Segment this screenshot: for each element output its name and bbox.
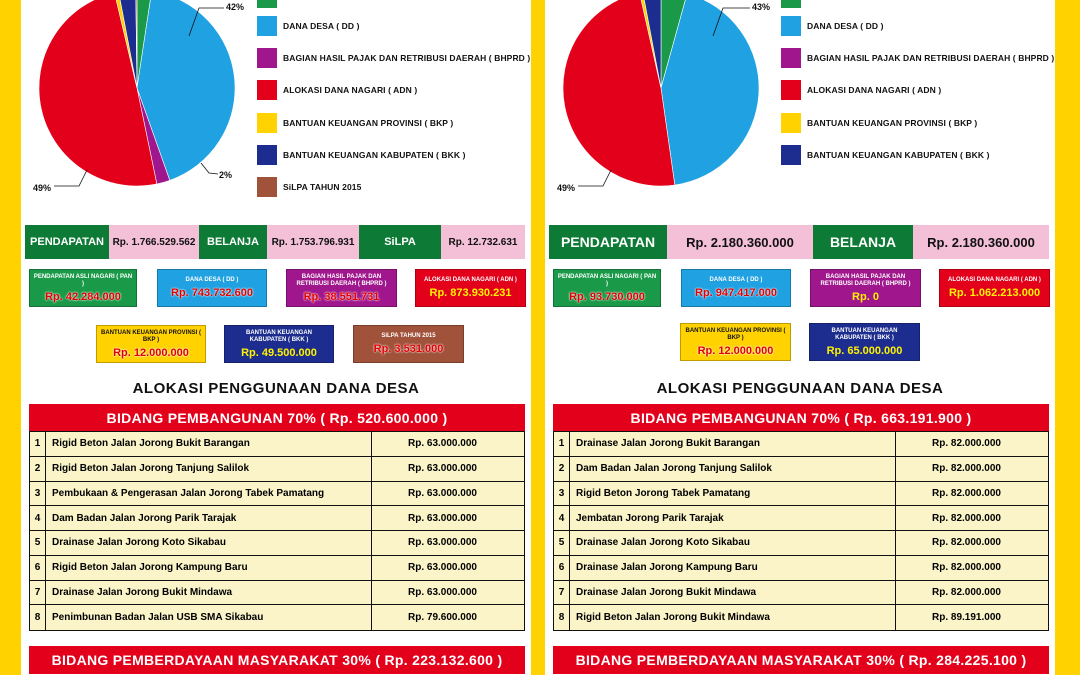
table-row: 2 Dam Badan Jalan Jorong Tanjung Salilok Rp. 82.000.000 — [554, 457, 1048, 482]
box-pan: PENDAPATAN ASLI NAGARI ( PAN ) Rp. 42.284.000 — [29, 269, 137, 307]
box-pan: PENDAPATAN ASLI NAGARI ( PAN ) Rp. 93.730.000 — [553, 269, 661, 307]
pemberdayaan-header: BIDANG PEMBERDAYAAN MASYARAKAT 30% ( Rp. 284.225.100 ) — [553, 646, 1049, 674]
table-row: 5 Drainase Jalan Jorong Koto Sikabau Rp. 82.000.000 — [554, 531, 1048, 556]
legend-swatch — [257, 80, 277, 100]
pembangunan-header: BIDANG PEMBANGUNAN 70% ( Rp. 663.191.900 ) — [553, 404, 1049, 432]
legend-swatch — [781, 145, 801, 165]
pendapatan-label: PENDAPATAN — [25, 225, 109, 259]
pct-label-adn: 49% — [33, 183, 52, 193]
legend-item-bkk: BANTUAN KEUANGAN KABUPATEN ( BKK ) — [781, 145, 990, 165]
table-row: 3 Pembukaan & Pengerasan Jalan Jorong Tabek Pamatang Rp. 63.000.000 — [30, 482, 524, 507]
legend-item-bkp: BANTUAN KEUANGAN PROVINSI ( BKP ) — [257, 113, 453, 133]
box-adn: ALOKASI DANA NAGARI ( ADN ) Rp. 873.930.231 — [415, 269, 526, 307]
table-row: 2 Rigid Beton Jalan Jorong Tanjung Salilok Rp. 63.000.000 — [30, 457, 524, 482]
section-title: ALOKASI PENGGUNAAN DANA DESA — [132, 380, 420, 397]
legend-swatch — [781, 80, 801, 100]
right-panel — [545, 0, 1055, 675]
pembangunan-table — [553, 431, 1049, 631]
pie-chart — [37, 0, 237, 188]
silpa-value: Rp. 12.732.631 — [441, 225, 525, 259]
legend-swatch — [781, 113, 801, 133]
legend-item-bhprd: BAGIAN HASIL PAJAK DAN RETRIBUSI DAERAH ( BHPRD ) — [781, 48, 1054, 68]
box-bhprd: BAGIAN HASIL PAJAK DAN RETRIBUSI DAERAH ( BHPRD ) Rp. 0 — [810, 269, 921, 307]
legend-item-dd: DANA DESA ( DD ) — [781, 16, 884, 36]
box-dd: DANA DESA ( DD ) Rp. 743.732.600 — [157, 269, 267, 307]
legend-swatch — [257, 113, 277, 133]
pembangunan-header: BIDANG PEMBANGUNAN 70% ( Rp. 520.600.000 ) — [29, 404, 525, 432]
table-row: 7 Drainase Jalan Jorong Bukit Mindawa Rp. 63.000.000 — [30, 581, 524, 606]
pendapatan-label: PENDAPATAN — [549, 225, 667, 259]
box-bkk: BANTUAN KEUANGAN KABUPATEN ( BKK ) Rp. 49.500.000 — [224, 325, 334, 363]
table-row: 3 Rigid Beton Jorong Tabek Pamatang Rp. 82.000.000 — [554, 482, 1048, 507]
legend-item-bkk: BANTUAN KEUANGAN KABUPATEN ( BKK ) — [257, 145, 466, 165]
table-row: 8 Penimbunan Badan Jalan USB SMA Sikabau Rp. 79.600.000 — [30, 605, 524, 630]
legend-item-bhprd: BAGIAN HASIL PAJAK DAN RETRIBUSI DAERAH ( BHPRD ) — [257, 48, 530, 68]
section-title: ALOKASI PENGGUNAAN DANA DESA — [656, 380, 944, 397]
legend-item-pan — [781, 0, 807, 8]
table-row: 6 Rigid Beton Jalan Jorong Kampung Baru Rp. 63.000.000 — [30, 556, 524, 581]
legend-item-silpa: SiLPA TAHUN 2015 — [257, 177, 361, 197]
box-bkk: BANTUAN KEUANGAN KABUPATEN ( BKK ) Rp. 65.000.000 — [809, 323, 920, 361]
legend-swatch — [257, 16, 277, 36]
pct-label-dd: 43% — [752, 2, 771, 12]
pembangunan-table — [29, 431, 525, 631]
table-row: 1 Rigid Beton Jalan Jorong Bukit Barangan Rp. 63.000.000 — [30, 432, 524, 457]
table-row: 6 Drainase Jalan Jorong Kampung Baru Rp. 82.000.000 — [554, 556, 1048, 581]
legend-swatch — [257, 0, 277, 8]
legend-swatch — [257, 48, 277, 68]
pie-chart — [561, 0, 761, 188]
box-silpa: SiLPA TAHUN 2015 Rp. 3.531.000 — [353, 325, 464, 363]
table-row: 4 Dam Badan Jalan Jorong Parik Tarajak Rp. 63.000.000 — [30, 506, 524, 531]
legend-swatch — [781, 0, 801, 8]
belanja-label: BELANJA — [199, 225, 267, 259]
left-panel — [21, 0, 531, 675]
silpa-label: SiLPA — [359, 225, 441, 259]
belanja-value: Rp. 2.180.360.000 — [913, 225, 1049, 259]
pct-label-adn: 49% — [557, 183, 576, 193]
summary-bar — [25, 225, 525, 259]
pemberdayaan-header: BIDANG PEMBERDAYAAN MASYARAKAT 30% ( Rp. 223.132.600 ) — [29, 646, 525, 674]
box-dd: DANA DESA ( DD ) Rp. 947.417.000 — [681, 269, 791, 307]
belanja-label: BELANJA — [813, 225, 913, 259]
legend-swatch — [781, 16, 801, 36]
box-bkp: BANTUAN KEUANGAN PROVINSI ( BKP ) Rp. 12.000.000 — [96, 325, 206, 363]
table-row: 4 Jembatan Jorong Parik Tarajak Rp. 82.000.000 — [554, 506, 1048, 531]
legend-item-dd: DANA DESA ( DD ) — [257, 16, 360, 36]
box-bhprd: BAGIAN HASIL PAJAK DAN RETRIBUSI DAERAH ( BHPRD ) Rp. 38.551.731 — [286, 269, 397, 307]
legend-item-bkp: BANTUAN KEUANGAN PROVINSI ( BKP ) — [781, 113, 977, 133]
legend-item-adn: ALOKASI DANA NAGARI ( ADN ) — [257, 80, 417, 100]
legend-item-pan — [257, 0, 283, 8]
table-row: 1 Drainase Jalan Jorong Bukit Barangan Rp. 82.000.000 — [554, 432, 1048, 457]
legend-swatch — [257, 145, 277, 165]
legend-item-adn: ALOKASI DANA NAGARI ( ADN ) — [781, 80, 941, 100]
pct-label-bhprd: 2% — [219, 170, 233, 180]
legend-swatch — [781, 48, 801, 68]
legend-swatch — [257, 177, 277, 197]
box-adn: ALOKASI DANA NAGARI ( ADN ) Rp. 1.062.213.000 — [939, 269, 1050, 307]
pct-label-dd: 42% — [226, 2, 245, 12]
belanja-value: Rp. 1.753.796.931 — [267, 225, 359, 259]
table-row: 5 Drainase Jalan Jorong Koto Sikabau Rp. 63.000.000 — [30, 531, 524, 556]
box-bkp: BANTUAN KEUANGAN PROVINSI ( BKP ) Rp. 12.000.000 — [680, 323, 791, 361]
table-row: 7 Drainase Jalan Jorong Bukit Mindawa Rp. 82.000.000 — [554, 581, 1048, 606]
summary-bar — [549, 225, 1049, 259]
pendapatan-value: Rp. 1.766.529.562 — [109, 225, 199, 259]
pendapatan-value: Rp. 2.180.360.000 — [667, 225, 813, 259]
table-row: 8 Rigid Beton Jalan Jorong Bukit Mindawa Rp. 89.191.000 — [554, 605, 1048, 630]
